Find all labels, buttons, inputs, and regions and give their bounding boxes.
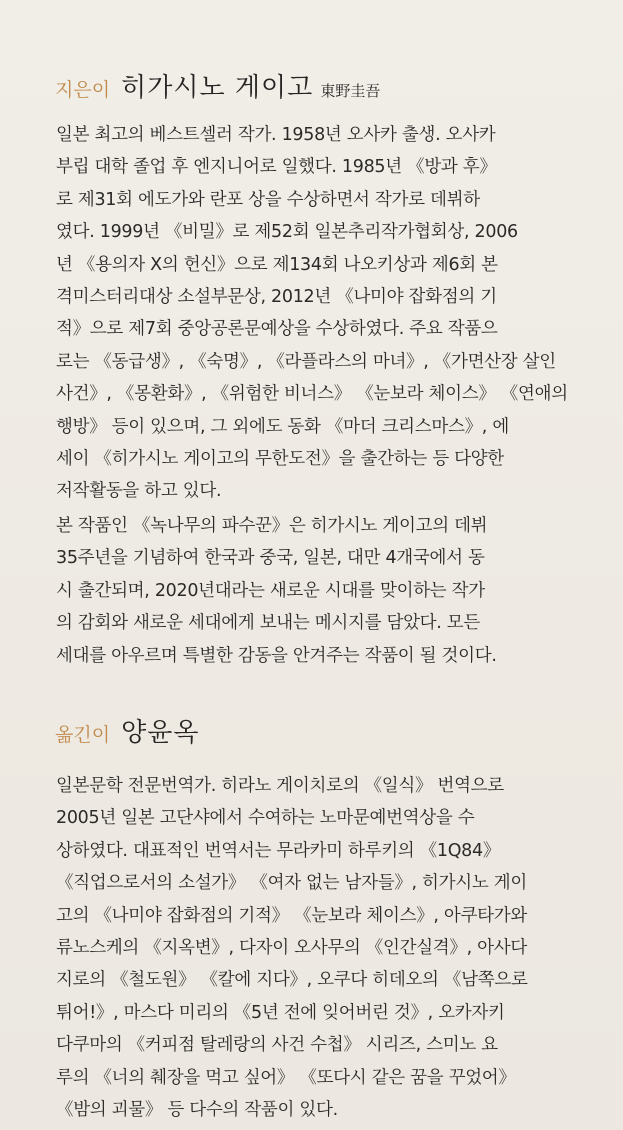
author-heading	[55, 67, 380, 104]
translator-bio-line: 《직업으로서의 소설가》 《여자 없는 남자들》, 히가시노 게이	[56, 873, 527, 894]
book-description-line: 시 출간되며, 2020년대라는 새로운 시대를 맞이하는 작가	[56, 580, 485, 601]
author-bio-line: 로는 《동급생》, 《숙명》, 《라플라스의 마녀》, 《가면산장 살인	[56, 351, 556, 372]
translator-name: 양윤옥	[121, 718, 200, 748]
author-bio-line: 로 제31회 에도가와 란포 상을 수상하면서 작가로 데뷔하	[56, 189, 480, 210]
book-description	[56, 510, 576, 672]
translator-bio-line: 지로의 《철도원》 《칼에 지다》, 오쿠다 히데오의 《남쪽으로	[56, 970, 528, 991]
author-bio-line: 격미스터리대상 소설부문상, 2012년 《나미야 잡화점의 기	[56, 286, 497, 307]
translator-bio-line: 류노스케의 《지옥변》, 다자이 오사무의 《인간실격》, 아사다	[56, 937, 527, 958]
book-description-line: 세대를 아우르며 특별한 감동을 안겨주는 작품이 될 것이다.	[56, 645, 497, 666]
translator-bio	[56, 770, 576, 1126]
author-bio-line: 저작활동을 하고 있다.	[56, 481, 222, 502]
translator-bio-line: 2005년 일본 고단샤에서 수여하는 노마문예번역상을 수	[56, 808, 475, 829]
translator-bio-line: 루의 《너의 췌장을 먹고 싶어》 《또다시 같은 꿈을 꾸었어》	[56, 1067, 516, 1088]
translator-role-label: 옮긴이	[55, 724, 111, 746]
author-bio-line: 사건》, 《몽환화》, 《위험한 비너스》 《눈보라 체이스》 《연애의	[56, 384, 568, 405]
author-bio-line: 부립 대학 졸업 후 엔지니어로 일했다. 1985년 《방과 후》	[56, 157, 497, 178]
author-bio-line: 행방》 등이 있으며, 그 외에도 동화 《마더 크리스마스》, 에	[56, 416, 509, 437]
book-description-line: 35주년을 기념하여 한국과 중국, 일본, 대만 4개국에서 동	[56, 548, 485, 569]
translator-bio-line: 고의 《나미야 잡화점의 기적》 《눈보라 체이스》, 아쿠타가와	[56, 905, 527, 926]
translator-bio-line: 튀어!》, 마스다 미리의 《5년 전에 잊어버린 것》, 오카자키	[56, 1002, 505, 1023]
author-bio	[56, 119, 576, 508]
author-bio-line: 적》으로 제7회 중앙공론문예상을 수상하였다. 주요 작품으	[56, 319, 498, 340]
author-role-label: 지은이	[55, 79, 111, 101]
translator-bio-line: 다쿠마의 《커피점 탈레랑의 사건 수첩》 시리즈, 스미노 요	[56, 1035, 498, 1056]
translator-bio-line: 일본문학 전문번역가. 히라노 게이치로의 《일식》 번역으로	[56, 776, 504, 796]
book-description-line: 본 작품인 《녹나무의 파수꾼》은 히가시노 게이고의 데뷔	[56, 516, 488, 536]
translator-bio-line: 《밤의 괴물》 등 다수의 작품이 있다.	[56, 1099, 338, 1120]
translator-bio-line: 상하였다. 대표적인 번역서는 무라카미 하루키의 《1Q84》	[56, 840, 501, 861]
author-bio-line: 년 《용의자 X의 헌신》으로 제134회 나오키상과 제6회 본	[56, 254, 498, 275]
author-bio-line: 였다. 1999년 《비밀》로 제52회 일본추리작가협회상, 2006	[56, 222, 518, 243]
author-bio-line: 일본 최고의 베스트셀러 작가. 1958년 오사카 출생. 오사카	[56, 125, 496, 145]
author-bio-line: 세이 《히가시노 게이고의 무한도전》을 출간하는 등 다양한	[56, 448, 504, 469]
translator-heading	[55, 712, 200, 749]
author-name-hanja: 東野圭吾	[320, 82, 381, 100]
book-description-line: 의 감회와 새로운 세대에게 보내는 메시지를 담았다. 모든	[56, 613, 481, 634]
author-name: 히가시노 게이고	[121, 73, 314, 103]
